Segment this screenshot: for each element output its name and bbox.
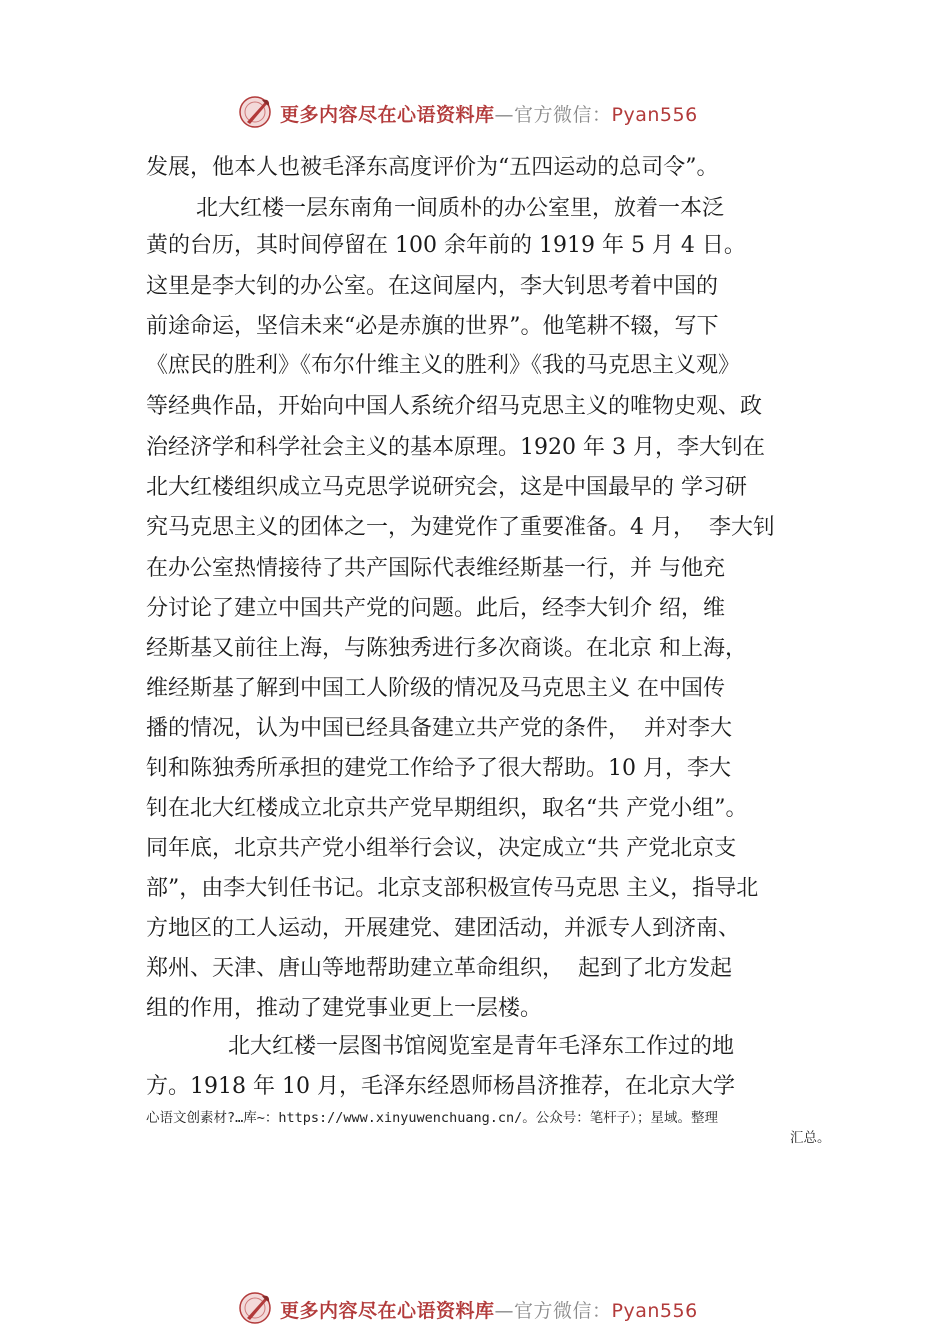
- text-line: 这里是李大钊的办公室。在这间屋内，李大钊思考着中国的: [146, 274, 719, 299]
- footer-separator: —官方微信：: [494, 1300, 612, 1322]
- text-line: 维经斯基了解到中国工人阶级的情况及马克思主义 在中国传: [146, 676, 725, 701]
- footer-brand: 更多内容尽在心语资料库: [280, 1300, 495, 1322]
- text-line: 发展，他本人也被毛泽东高度评价为“五四运动的总司令”。: [146, 155, 719, 180]
- quill-logo-icon: [238, 1290, 274, 1326]
- paragraph-start-line: 北大红楼一层东南角一间质朴的办公室里，放着一本泛: [196, 196, 725, 221]
- text-line: 组的作用，推动了建党事业更上一层楼。: [146, 996, 543, 1021]
- paragraph-start-line: 北大红楼一层图书馆阅览室是青年毛泽东工作过的地: [228, 1034, 735, 1059]
- text-line: 播的情况，认为中国已经具备建立共产党的条件， 并对李大: [146, 716, 732, 741]
- text-line: 黄的台历，其时间停留在 100 余年前的 1919 年 5 月 4 日。: [146, 233, 746, 258]
- quill-logo-icon: [238, 94, 274, 130]
- text-line: 方地区的工人运动，开展建党、建团活动，并派专人到济南、: [146, 916, 741, 941]
- text-line: 钊和陈独秀所承担的建党工作给予了很大帮助。10 月，李大: [146, 756, 731, 781]
- footnote-line-2: 汇总。: [790, 1130, 831, 1146]
- text-line: 在办公室热情接待了共产国际代表维经斯基一行，并 与他充: [146, 556, 725, 581]
- text-line: 《庶民的胜利》《布尔什维主义的胜利》《我的马克思主义观》: [146, 353, 741, 378]
- text-line: 究马克思主义的团体之一，为建党作了重要准备。4 月， 李大钊: [146, 515, 775, 540]
- footer-banner: [0, 1288, 950, 1328]
- text-line: 治经济学和科学社会主义的基本原理。1920 年 3 月，李大钊在: [146, 435, 765, 460]
- text-line: 等经典作品，开始向中国人系统介绍马克思主义的唯物史观、政: [146, 394, 763, 419]
- text-line: 钊在北大红楼成立北京共产党早期组织，取名“共 产党小组”。: [146, 796, 748, 821]
- text-line: 分讨论了建立中国共产党的问题。此后，经李大钊介 绍，维: [146, 596, 725, 621]
- header-banner-text: [280, 100, 698, 127]
- header-wechat: Pyan556: [611, 104, 698, 126]
- footer-wechat: Pyan556: [611, 1300, 698, 1322]
- header-banner: [0, 92, 950, 132]
- text-line: 经斯基又前往上海，与陈独秀进行多次商谈。在北京 和上海，: [146, 636, 747, 661]
- footer-banner-text: [280, 1296, 698, 1323]
- text-line: 部”，由李大钊任书记。北京支部积极宣传马克思 主义，指导北: [146, 876, 759, 901]
- footnote-line-1: 心语文创素材?…库~：https://www.xinyuwenchuang.cn/。公众号：笔杆子）；星域。整理: [146, 1110, 718, 1126]
- text-line: 方。1918 年 10 月，毛泽东经恩师杨昌济推荐，在北京大学: [146, 1074, 735, 1099]
- text-line: 同年底，北京共产党小组举行会议，决定成立“共 产党北京支: [146, 836, 737, 861]
- header-separator: —官方微信：: [494, 104, 612, 126]
- text-line: 前途命运，坚信未来“必是赤旗的世界”。他笔耕不辍，写下: [146, 314, 719, 339]
- header-brand: 更多内容尽在心语资料库: [280, 104, 495, 126]
- text-line: 北大红楼组织成立马克思学说研究会，这是中国最早的 学习研: [146, 475, 747, 500]
- text-line: 郑州、天津、唐山等地帮助建立革命组织， 起到了北方发起: [146, 956, 732, 981]
